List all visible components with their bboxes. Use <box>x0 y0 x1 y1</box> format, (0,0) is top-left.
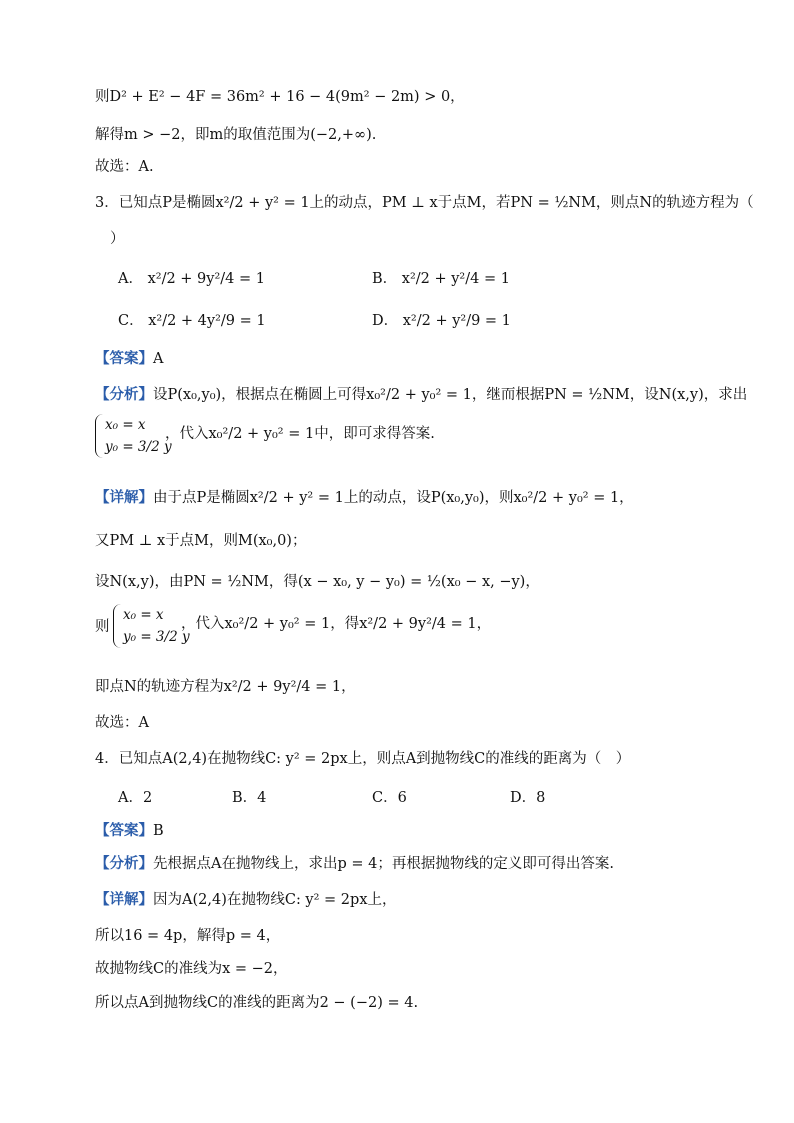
analysis-tag: 【分析】 <box>95 386 153 403</box>
detail-tag: 【详解】 <box>95 489 153 506</box>
q4-detail-1 <box>95 889 754 911</box>
detail-text: 由于点P是椭圆x²/2 + y² = 1上的动点，设P(x₀,y₀)，则x₀²/2 + y₀² = 1， <box>153 490 634 506</box>
system-row: y₀ = 3/2 y <box>123 629 190 645</box>
q3-analysis-system <box>95 414 615 458</box>
q3-detail-2: 又PM ⊥ x于点M，则M(x₀,0)； <box>95 533 307 549</box>
answer-tag: 【答案】 <box>95 822 153 839</box>
analysis-tag: 【分析】 <box>95 855 153 872</box>
question-3-stem: 3．已知点P是椭圆x²/2 + y² = 1上的动点，PM ⊥ x于点M，若PN = ½NM，则点N的轨迹方程为（ <box>95 195 754 211</box>
solution-line-choice: 故选：A. <box>95 159 154 175</box>
detail-tag: 【详解】 <box>95 891 153 908</box>
q3-answer <box>95 348 754 370</box>
q3-option-a: A． x²/2 + 9y²/4 = 1 <box>118 271 265 287</box>
q3-option-d: D． x²/2 + y²/9 = 1 <box>372 313 511 329</box>
system-row: y₀ = 3/2 y <box>105 439 172 455</box>
system-prefix: 则 <box>95 619 110 635</box>
system-tail: ，代入x₀²/2 + y₀² = 1中，即可求得答案. <box>165 426 435 442</box>
analysis-text: 先根据点A在抛物线上，求出p = 4；再根据抛物线的定义即可得出答案. <box>153 856 614 872</box>
brace-symbol <box>113 604 122 648</box>
detail-text: 因为A(2,4)在抛物线C: y² = 2px上， <box>153 892 397 908</box>
solution-line-discriminant: 则D² + E² − 4F = 36m² + 16 − 4(9m² − 2m) > 0， <box>95 89 465 105</box>
system-row: x₀ = x <box>105 417 146 433</box>
q3-detail-5: 即点N的轨迹方程为x²/2 + 9y²/4 = 1， <box>95 679 356 695</box>
q3-option-c: C． x²/2 + 4y²/9 = 1 <box>118 313 266 329</box>
q3-detail-3: 设N(x,y)，由PN = ½NM，得(x − x₀, y − y₀) = ½(x₀ − x, −y)， <box>95 574 540 590</box>
q4-detail-4: 所以点A到抛物线C的准线的距离为2 − (−2) = 4. <box>95 995 419 1011</box>
q4-option-d: D．8 <box>510 790 546 806</box>
q3-analysis <box>95 384 754 406</box>
solution-line-range: 解得m > −2，即m的取值范围为(−2,+∞). <box>95 127 377 143</box>
answer-value: A <box>153 351 164 367</box>
q4-detail-3: 故抛物线C的准线为x = −2， <box>95 961 288 977</box>
q3-detail-6: 故选：A <box>95 715 149 731</box>
answer-tag: 【答案】 <box>95 350 153 367</box>
q3-detail-system <box>95 604 655 648</box>
q4-option-c: C．6 <box>372 790 407 806</box>
q4-analysis <box>95 853 754 875</box>
q4-option-a: A．2 <box>118 790 153 806</box>
q4-detail-2: 所以16 = 4p，解得p = 4， <box>95 928 281 944</box>
question-3-paren: ） <box>110 231 125 247</box>
brace-symbol <box>95 414 104 458</box>
analysis-text: 设P(x₀,y₀)，根据点在椭圆上可得x₀²/2 + y₀² = 1，继而根据PN = ½NM，设N(x,y)，求出 <box>153 387 748 403</box>
q3-detail-1 <box>95 487 754 509</box>
q3-option-b: B． x²/2 + y²/4 = 1 <box>372 271 510 287</box>
system-tail: ，代入x₀²/2 + y₀² = 1，得x²/2 + 9y²/4 = 1， <box>181 616 492 632</box>
q4-answer <box>95 820 754 842</box>
system-row: x₀ = x <box>123 607 164 623</box>
question-4-stem: 4．已知点A(2,4)在抛物线C: y² = 2px上，则点A到抛物线C的准线的距离为（ ） <box>95 751 631 767</box>
answer-value: B <box>153 823 164 839</box>
q4-option-b: B．4 <box>232 790 267 806</box>
